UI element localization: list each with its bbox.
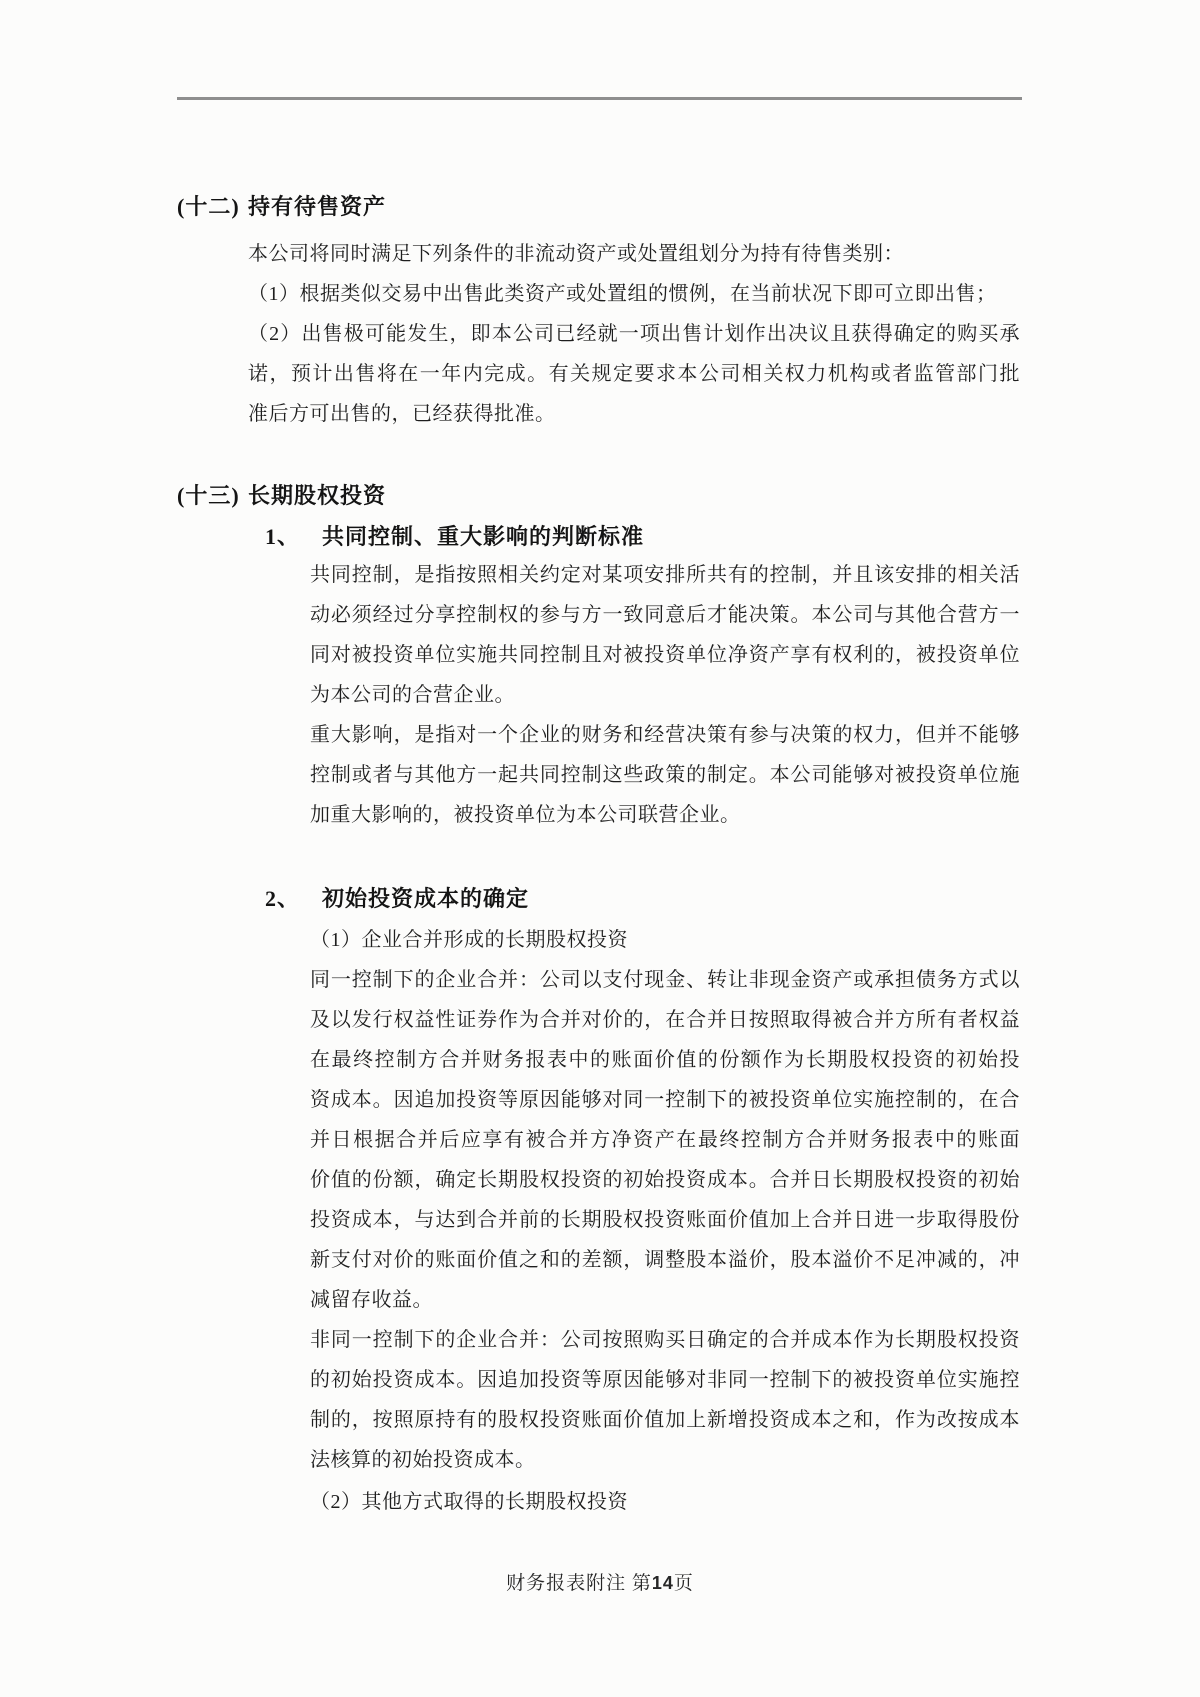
text-line: 资成本。因追加投资等原因能够对同一控制下的被投资单位实施控制的，在合 <box>310 1089 1020 1111</box>
text-line: 同一控制下的企业合并：公司以支付现金、转让非现金资产或承担债务方式以 <box>310 969 1020 991</box>
text-line: 减留存收益。 <box>310 1289 433 1311</box>
text-line: 及以发行权益性证券作为合并对价的，在合并日按照取得被合并方所有者权益 <box>310 1009 1020 1031</box>
footer-page-number: 14 <box>651 1573 674 1593</box>
section-12-heading <box>177 189 1020 225</box>
item-2-heading: （2）其他方式取得的长期股权投资 <box>310 1491 628 1513</box>
text-line: 非同一控制下的企业合并：公司按照购买日确定的合并成本作为长期股权投资 <box>310 1329 1020 1351</box>
subsection-2-body <box>310 920 1020 1522</box>
item-1-heading: （1）企业合并形成的长期股权投资 <box>310 929 628 951</box>
text-line: 并日根据合并后应享有被合并方净资产在最终控制方合并财务报表中的账面 <box>310 1129 1020 1151</box>
subsection-1-heading <box>265 519 1020 555</box>
section-13-label: (十三) <box>177 483 240 508</box>
text-line: （1）根据类似交易中出售此类资产或处置组的惯例，在当前状况下即可立即出售； <box>248 283 997 305</box>
section-13-heading <box>177 478 1020 514</box>
paragraph <box>310 1320 1020 1480</box>
page-content <box>177 189 1020 1522</box>
text-line: 诺，预计出售将在一年内完成。有关规定要求本公司相关权力机构或者监管部门批 <box>248 363 1020 385</box>
text-line: 控制或者与其他方一起共同控制这些政策的制定。本公司能够对被投资单位施 <box>310 764 1020 786</box>
text-line: 动必须经过分享控制权的参与方一致同意后才能决策。本公司与其他合营方一 <box>310 604 1020 626</box>
paragraph <box>310 960 1020 1320</box>
text-line: 在最终控制方合并财务报表中的账面价值的份额作为长期股权投资的初始投 <box>310 1049 1020 1071</box>
text-line: 本公司将同时满足下列条件的非流动资产或处置组划分为持有待售类别： <box>248 243 904 265</box>
text-line: 法核算的初始投资成本。 <box>310 1449 536 1471</box>
text-line: 制的，按照原持有的股权投资账面价值加上新增投资成本之和，作为改按成本 <box>310 1409 1020 1431</box>
text-line: 同对被投资单位实施共同控制且对被投资单位净资产享有权利的，被投资单位 <box>310 644 1020 666</box>
text-line: 加重大影响的，被投资单位为本公司联营企业。 <box>310 804 741 826</box>
subsection-2-number: 2、 <box>265 886 301 911</box>
footer-page <box>632 1573 694 1594</box>
paragraph <box>310 555 1020 715</box>
subsection-1-body <box>310 555 1020 835</box>
text-line: 共同控制，是指按照相关约定对某项安排所共有的控制，并且该安排的相关活 <box>310 564 1020 586</box>
subsection-2-title: 初始投资成本的确定 <box>322 886 530 911</box>
section-13-title: 长期股权投资 <box>248 483 387 508</box>
text-line: 准后方可出售的，已经获得批准。 <box>248 403 556 425</box>
text-line: 为本公司的合营企业。 <box>310 684 515 706</box>
footer-page-suffix: 页 <box>673 1573 694 1594</box>
text-line: 价值的份额，确定长期股权投资的初始投资成本。合并日长期股权投资的初始 <box>310 1169 1020 1191</box>
paragraph <box>248 274 1020 314</box>
text-line: （2）出售极可能发生，即本公司已经就一项出售计划作出决议且获得确定的购买承 <box>248 323 1020 345</box>
page-footer <box>0 1568 1200 1599</box>
section-12-title: 持有待售资产 <box>248 194 387 219</box>
footer-page-prefix: 第 <box>631 1573 652 1594</box>
subsection-1-title: 共同控制、重大影响的判断标准 <box>322 524 645 549</box>
subsection-2-heading <box>265 881 1020 917</box>
text-line: 的初始投资成本。因追加投资等原因能够对非同一控制下的被投资单位实施控 <box>310 1369 1020 1391</box>
text-line: 新支付对价的账面价值之和的差额，调整股本溢价，股本溢价不足冲减的，冲 <box>310 1249 1020 1271</box>
paragraph <box>310 715 1020 835</box>
footer-label: 财务报表附注 <box>506 1573 627 1594</box>
paragraph <box>248 314 1020 434</box>
header-rule <box>177 97 1022 100</box>
section-12-label: (十二) <box>177 194 240 219</box>
paragraph <box>248 234 1020 274</box>
section-12-body <box>248 234 1020 434</box>
text-line: 投资成本，与达到合并前的长期股权投资账面价值加上合并日进一步取得股份 <box>310 1209 1020 1231</box>
text-line: 重大影响，是指对一个企业的财务和经营决策有参与决策的权力，但并不能够 <box>310 724 1020 746</box>
subsection-1-number: 1、 <box>265 524 301 549</box>
